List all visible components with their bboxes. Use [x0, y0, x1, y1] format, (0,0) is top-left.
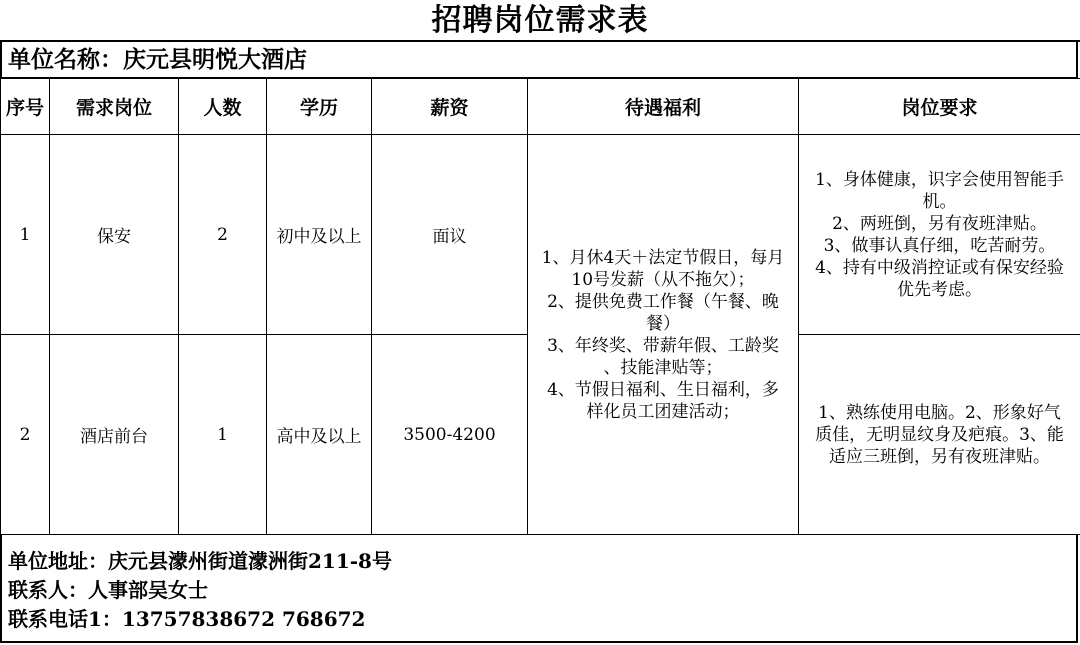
cell-position: 酒店前台 — [50, 335, 179, 535]
cell-position: 保安 — [50, 135, 179, 335]
cell-requirements: 1、身体健康，识字会使用智能手 机。 2、两班倒，另有夜班津贴。 3、做事认真仔细，吃苦耐劳。 4、持有中级消控证或有保安经验 优先考虑。 — [799, 135, 1080, 335]
table-header-row — [1, 79, 1080, 135]
header-salary: 薪资 — [372, 79, 528, 135]
address-text: 单位地址：庆元县濛州街道濛洲街211-8号 — [8, 549, 392, 573]
cell-no: 2 — [1, 335, 50, 535]
cell-count: 2 — [179, 135, 267, 335]
header-no: 序号 — [1, 79, 50, 135]
positions-table — [0, 78, 1080, 535]
phone-text: 联系电话1：13757838672 768672 — [8, 607, 366, 631]
cell-salary: 3500-4200 — [372, 335, 528, 535]
contact-footer — [0, 534, 1078, 643]
header-position: 需求岗位 — [50, 79, 179, 135]
cell-count: 1 — [179, 335, 267, 535]
header-requirements: 岗位要求 — [799, 79, 1080, 135]
page-title: 招聘岗位需求表 — [0, 0, 1080, 42]
table-row — [1, 135, 1080, 335]
cell-salary: 面议 — [372, 135, 528, 335]
contact-person-text: 联系人：人事部吴女士 — [8, 578, 208, 602]
cell-no: 1 — [1, 135, 50, 335]
header-education: 学历 — [267, 79, 372, 135]
header-benefits: 待遇福利 — [528, 79, 799, 135]
cell-education: 初中及以上 — [267, 135, 372, 335]
unit-name: 单位名称：庆元县明悦大酒店 — [0, 40, 1078, 78]
cell-requirements: 1、熟练使用电脑。2、形象好气 质佳，无明显纹身及疤痕。3、能 适应三班倒，另有夜班津贴。 — [799, 335, 1080, 535]
cell-benefits: 1、月休4天＋法定节假日，每月 10号发薪（从不拖欠）； 2、提供免费工作餐（午餐、晚 餐） 3、年终奖、带薪年假、工龄奖 、技能津贴等； 4、节假日福利、生日福利，多 样化员工团建活动； — [528, 135, 799, 535]
header-count: 人数 — [179, 79, 267, 135]
cell-education: 高中及以上 — [267, 335, 372, 535]
